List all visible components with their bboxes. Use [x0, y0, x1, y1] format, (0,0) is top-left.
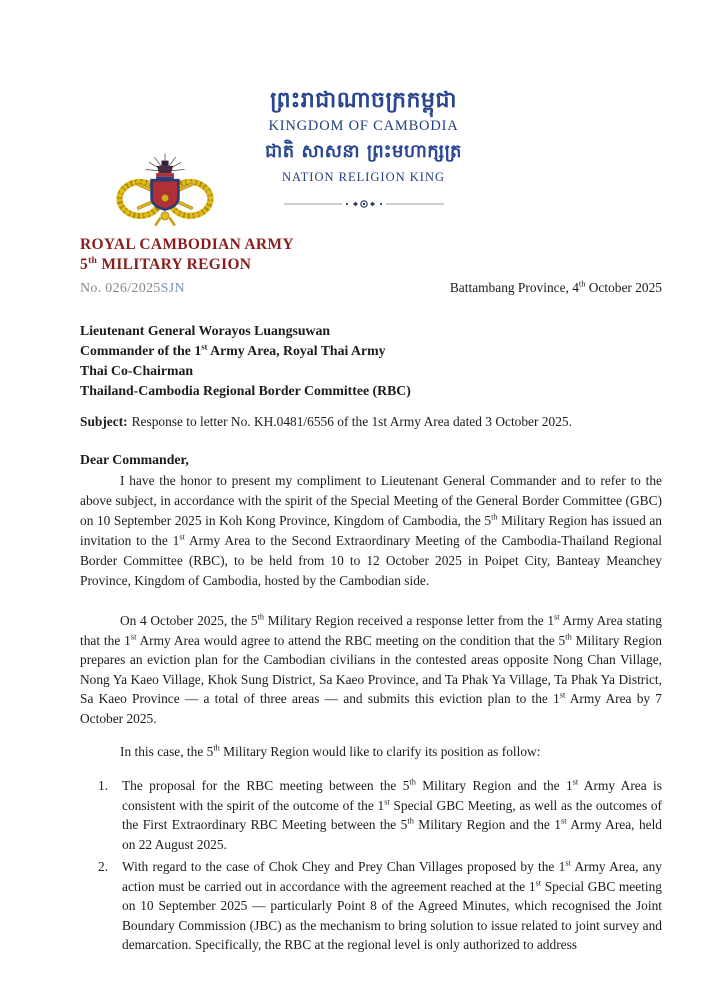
letterhead	[80, 235, 662, 297]
khmer-motto-line: ជាតិ សាសនា ព្រះមហាក្សត្រ	[265, 141, 462, 162]
list-item-text: With regard to the case of Chok Chey and Prey Chan Villages proposed by the 1st Army Area, any action must be carried out in accordance with the agreement reached at the 1st Special GBC meeting on 10 September 2025 — particularly Point 8 of the Agreed Minutes, which recognised the Joint Boundary Commission (JBC) as the mechanism to bring solution to issue related to joint survey and demarcation. Specifically, the RBC at the regional level is only authorized to address	[122, 858, 662, 952]
paragraph-2: On 4 October 2025, the 5th Military Region received a response letter from the 1st Army Area stating that the 1st Army Area would agree to attend the RBC meeting on the condition that the 5th Military Region prepares an eviction plan for the Cambodian civilians in the contested areas opposite Nong Chan Village, Nong Ya Kaeo Village, Khok Sung District, Sa Kaeo Province, and Ta Phak Ya Village, Ta Phak Ya District, Sa Kaeo Province — a total of three areas — and submits this eviction plan to the 1st Army Area by 7 October 2025.	[80, 612, 663, 726]
military-region-name: 5th MILITARY REGION	[80, 254, 252, 273]
reference-and-date-row	[80, 280, 662, 297]
ornament-divider-icon	[284, 198, 444, 210]
list-item	[80, 776, 662, 854]
subject-label: Subject:	[80, 414, 128, 429]
subject-line	[80, 413, 662, 431]
list-item	[80, 857, 662, 955]
list-item-number: 1.	[98, 778, 109, 793]
khmer-kingdom-title: ព្រះរាជាណាចក្រកម្ពុជា	[270, 88, 457, 113]
recipient-role: Thai Co-Chairman	[80, 363, 194, 378]
national-header	[10, 0, 707, 209]
reference-number-main: No. 026/2025	[80, 281, 161, 296]
list-item-text: The proposal for the RBC meeting between the 5th Military Region and the 1st Army Area is consistent with the spirit of the outcome of the 1st Special GBC Meeting, as well as the outcomes of the First Extraordinary RBC Meeting between the 5th Military Region and the 1st Army Area, held on 22 August 2025.	[122, 777, 663, 852]
nation-religion-king-line: NATION RELIGION KING	[281, 170, 446, 184]
royal-cambodian-army-emblem-icon	[116, 150, 214, 238]
recipient-committee: Thailand-Cambodia Regional Border Committee (RBC)	[80, 383, 411, 398]
army-name: ROYAL CAMBODIAN ARMY	[80, 236, 294, 253]
reference-number	[80, 281, 185, 297]
place-and-date: Battambang Province, 4th October 2025	[449, 279, 662, 295]
paragraph-1: I have the honor to present my compliment to Lieutenant General Commander and to refer to the above subject, in accordance with the spirit of the Special Meeting of the General Border Committee (GBC) on 10 September 2025 in Koh Kong Province, Kingdom of Cambodia, the 5th Military Region has issued an invitation to the 1st Army Area to the Second Extraordinary Meeting of the Cambodia-Thailand Regional Border Committee (RBC), to be held from 10 to 12 October 2025 in Poipet City, Banteay Meanchey Province, Kingdom of Cambodia, hosted by the Cambodian side.	[80, 473, 663, 588]
ornament-divider	[10, 197, 707, 209]
numbered-list	[80, 776, 662, 955]
recipient-block	[80, 321, 662, 401]
salutation: Dear Commander,	[80, 452, 189, 467]
subject-text: Response to letter No. KH.0481/6556 of the 1st Army Area dated 3 October 2025.	[131, 414, 572, 429]
recipient-title: Commander of the 1st Army Area, Royal Thai Army	[80, 341, 386, 358]
list-item-number: 2.	[98, 859, 109, 874]
kingdom-of-cambodia-line: KINGDOM OF CAMBODIA	[268, 118, 459, 134]
reference-number-suffix: SJN	[160, 281, 185, 296]
letter-body	[80, 321, 662, 955]
clarification-intro-line: In this case, the 5th Military Region would like to clarify its position as follow:	[120, 743, 541, 759]
recipient-name: Lieutenant General Worayos Luangsuwan	[80, 323, 331, 338]
